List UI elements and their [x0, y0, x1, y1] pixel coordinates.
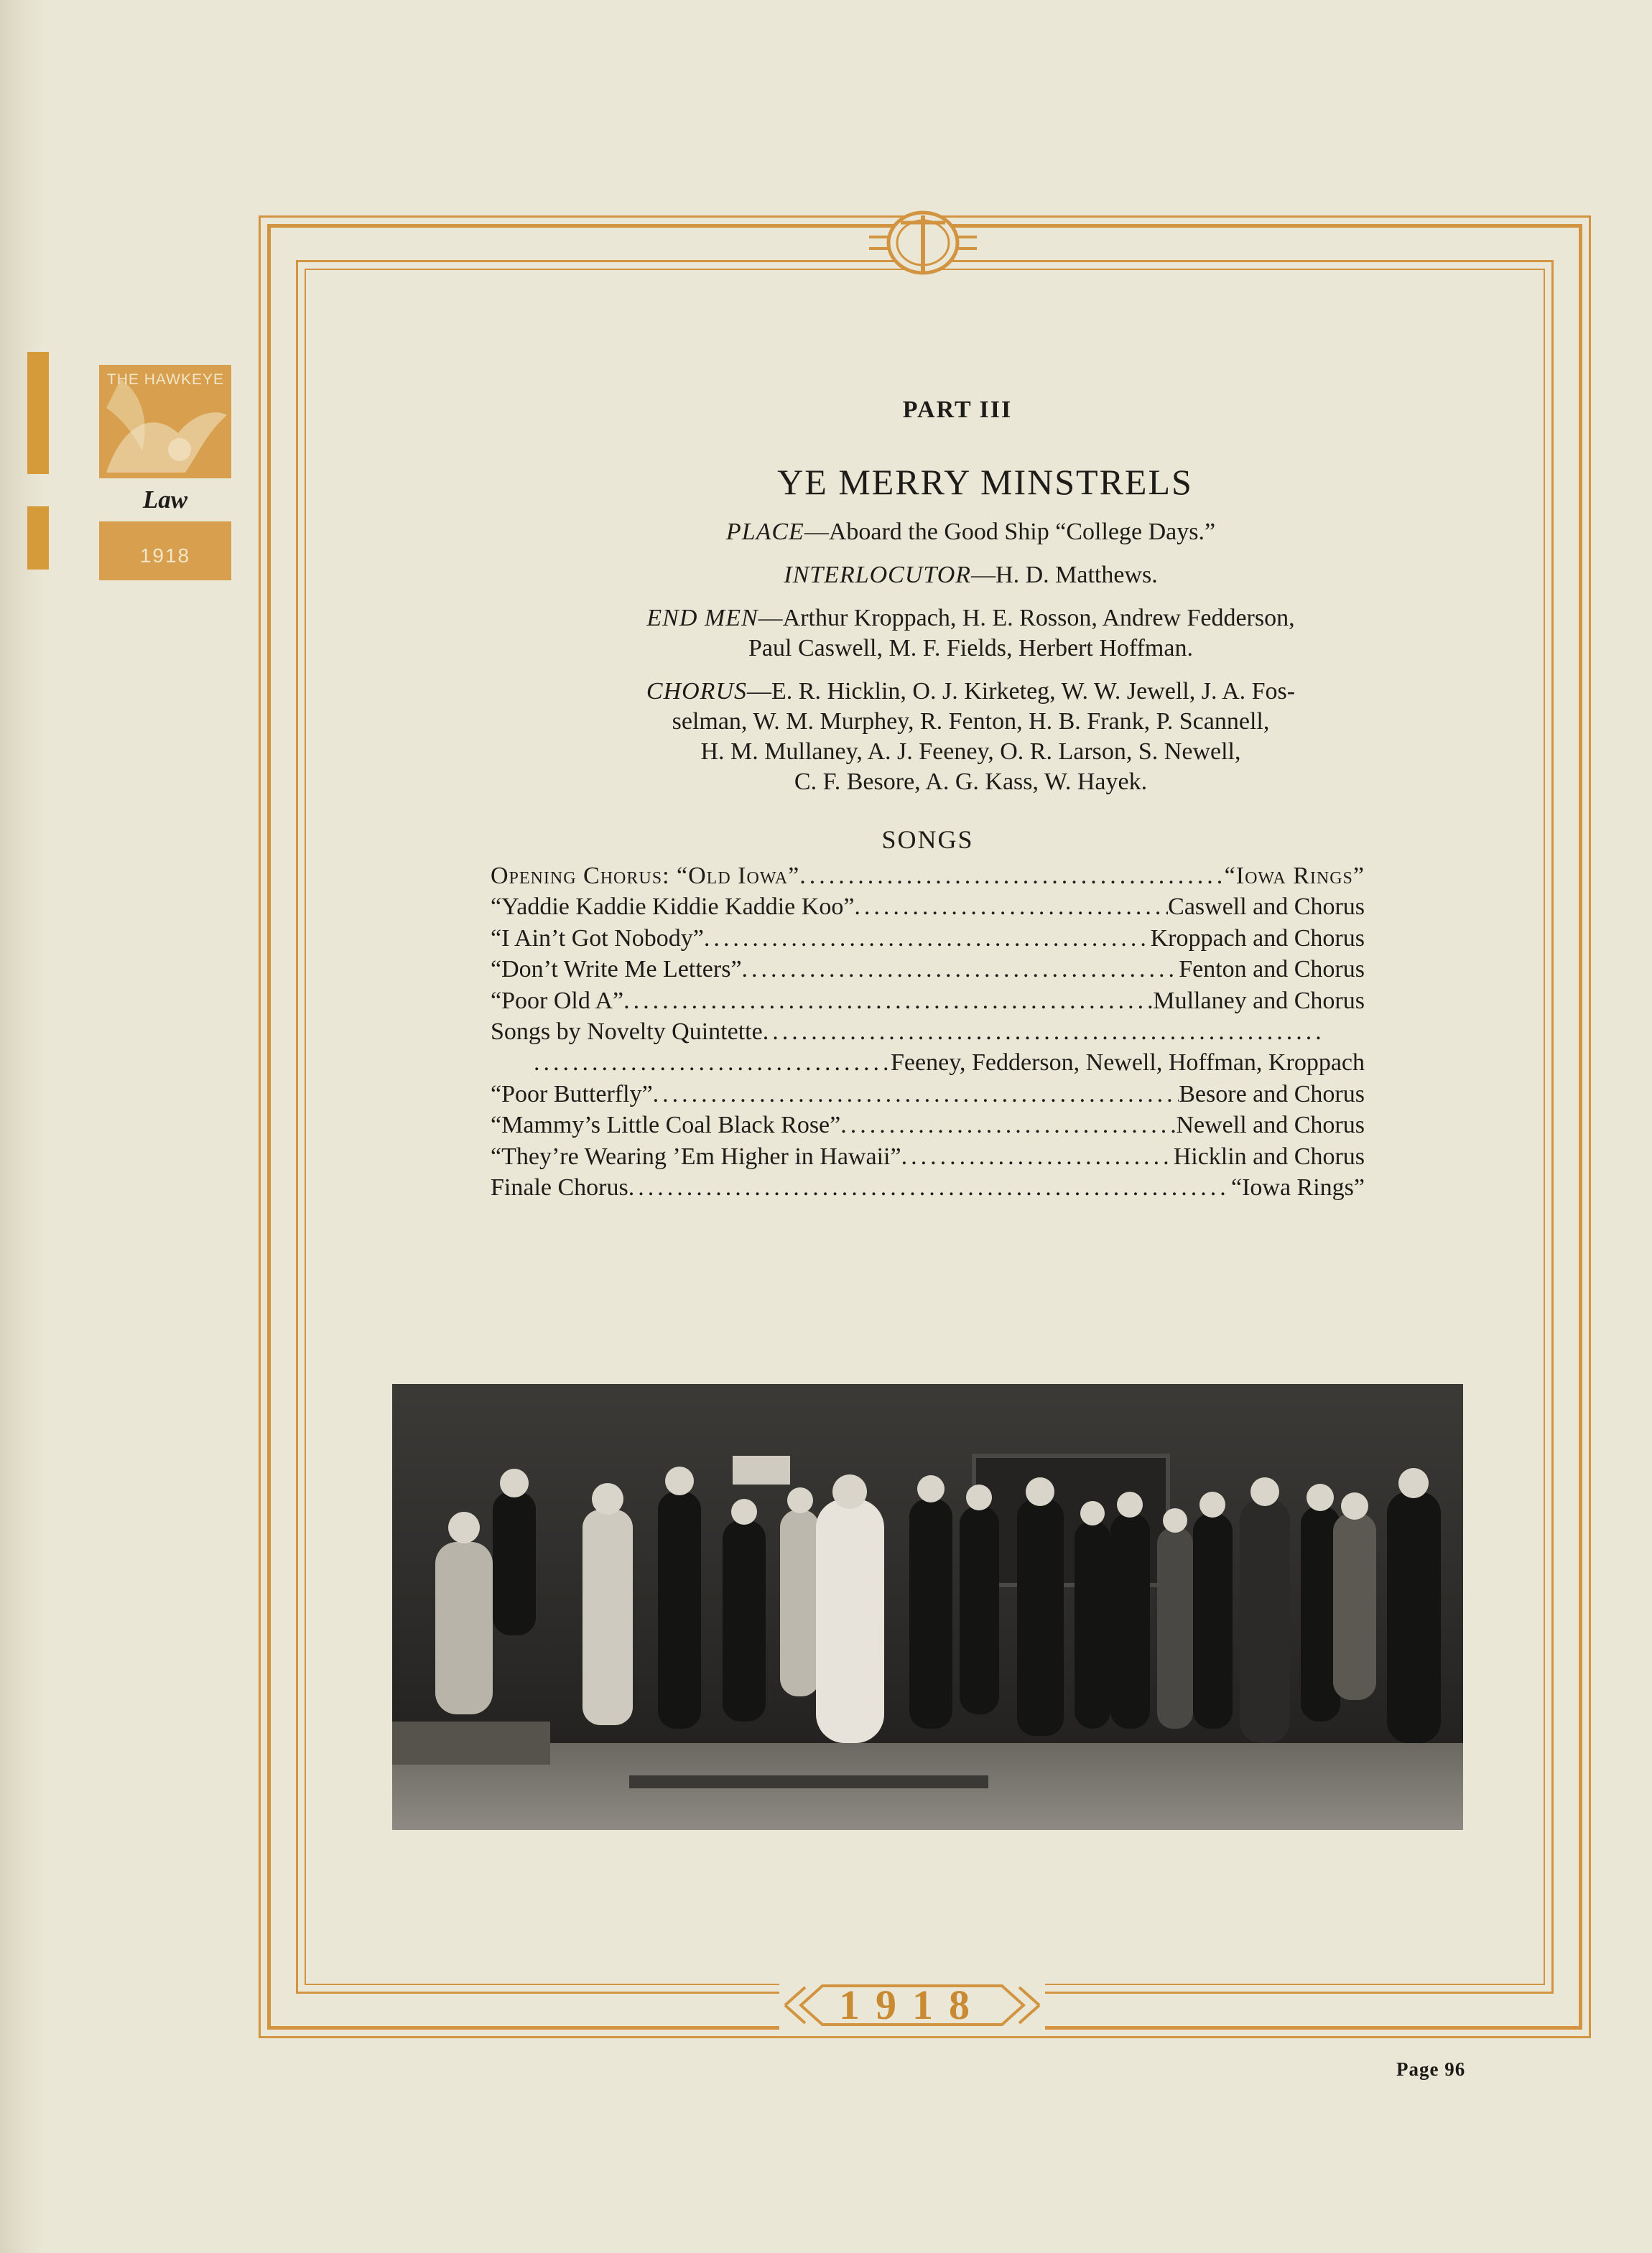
song-row	[491, 1079, 1365, 1110]
section-tab	[99, 365, 231, 580]
place-line	[534, 517, 1408, 547]
minstrel-cast-photo	[392, 1384, 1463, 1830]
chorus-line3: H. M. Mullaney, A. J. Feeney, O. R. Larson, S. Newell,	[700, 738, 1241, 765]
section-label: Law	[142, 486, 188, 514]
songs-heading: SONGS	[881, 825, 974, 854]
end-men-block	[534, 603, 1408, 664]
frame-year-badge	[779, 1980, 1045, 2030]
song-title: “I Ain’t Got Nobody”	[491, 924, 704, 952]
page-gutter	[0, 0, 43, 2253]
song-title: “Don’t Write Me Letters”	[491, 956, 742, 983]
chorus-line2: selman, W. M. Murphey, R. Fenton, H. B. Frank, P. Scannell,	[672, 708, 1270, 735]
logo-text: THE HAWKEYE	[106, 371, 224, 388]
song-performer: Hicklin and Chorus	[1173, 1143, 1365, 1170]
song-row	[491, 1047, 1365, 1078]
program-content	[491, 396, 1365, 1203]
song-performer: Fenton and Chorus	[1179, 956, 1365, 983]
song-performer: “Iowa Rings”	[1230, 1174, 1365, 1202]
monogram-icon	[869, 205, 977, 277]
song-row	[491, 1172, 1365, 1203]
songs-list	[491, 860, 1365, 1203]
place-text: —Aboard the Good Ship “College Days.”	[804, 519, 1216, 545]
chorus-line1: —E. R. Hicklin, O. J. Kirketeg, W. W. Jewell, J. A. Fos-	[747, 678, 1296, 705]
song-row	[491, 860, 1365, 891]
song-title: Songs by Novelty Quintette	[491, 1018, 763, 1046]
song-performer: Caswell and Chorus	[1168, 893, 1365, 921]
song-row	[491, 985, 1365, 1016]
song-title: “They’re Wearing ’Em Higher in Hawaii”	[491, 1143, 901, 1170]
song-row	[491, 1110, 1365, 1141]
song-performer: Mullaney and Chorus	[1153, 987, 1365, 1014]
frame-year: 1918	[839, 1982, 985, 2028]
song-performer: Newell and Chorus	[1176, 1112, 1365, 1139]
end-men-line1: —Arthur Kroppach, H. E. Rosson, Andrew Fedderson,	[758, 605, 1295, 631]
part-heading: PART III	[902, 396, 1013, 423]
song-performer: Kroppach and Chorus	[1150, 924, 1365, 952]
page-title: YE MERRY MINSTRELS	[777, 462, 1193, 502]
section-year: 1918	[99, 521, 231, 580]
interlocutor-label: INTERLOCUTOR	[784, 562, 972, 588]
hawkeye-logo	[99, 365, 231, 478]
interlocutor-line	[534, 560, 1408, 590]
song-row	[491, 891, 1365, 922]
chorus-line4: C. F. Besore, A. G. Kass, W. Hayek.	[794, 768, 1148, 795]
song-performer: Besore and Chorus	[1179, 1080, 1365, 1107]
stage-photo-illustration	[392, 1384, 1463, 1830]
song-title: Opening Chorus: “Old Iowa”	[491, 863, 800, 889]
page-number: Page 96	[1396, 2058, 1466, 2080]
song-title: “Yaddie Kaddie Kiddie Kaddie Koo”	[491, 893, 855, 921]
song-row	[491, 923, 1365, 954]
song-performer: Feeney, Fedderson, Newell, Hoffman, Kroppach	[891, 1049, 1365, 1077]
song-title: Finale Chorus	[491, 1174, 628, 1202]
chorus-block	[534, 677, 1408, 797]
page-edge-tab	[27, 506, 49, 570]
song-row	[491, 1016, 1365, 1047]
end-men-label: END MEN	[646, 605, 758, 631]
song-title: “Mammy’s Little Coal Black Rose”	[491, 1112, 841, 1139]
song-performer: “Iowa Rings”	[1224, 863, 1365, 889]
song-row	[491, 954, 1365, 985]
song-row	[491, 1141, 1365, 1172]
end-men-line2: Paul Caswell, M. F. Fields, Herbert Hoffman.	[748, 635, 1193, 661]
song-title: “Poor Old A”	[491, 987, 624, 1014]
interlocutor-text: —H. D. Matthews.	[971, 562, 1158, 588]
place-label: PLACE	[725, 519, 804, 545]
song-title: “Poor Butterfly”	[491, 1080, 653, 1107]
chorus-label: CHORUS	[646, 678, 747, 705]
page-edge-tab	[27, 352, 49, 474]
